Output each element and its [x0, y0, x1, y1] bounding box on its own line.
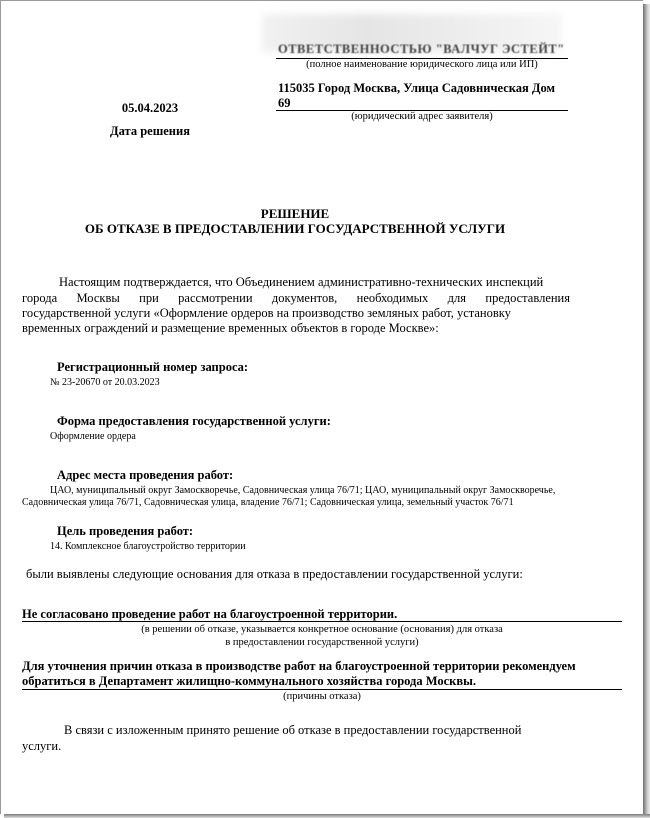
- intro-line-2: города Москвы при рассмотрении документов, необходимых для предоставления: [22, 291, 570, 305]
- service-form-label: Форма предоставления государственной услуги:: [57, 414, 331, 428]
- document-title: РЕШЕНИЕ: [260, 206, 330, 221]
- conclusion-line-1: В связи с изложенным принято решение об отказе в предоставлении государственной: [64, 723, 522, 737]
- refusal-reason-line-1: Для уточнения причин отказа в производстве работ на благоустроенной территории рекомендуем: [22, 659, 576, 673]
- conclusion-line-2: услуги.: [22, 739, 62, 753]
- refusal-ground-hint-2: в предоставлении государственной услуги): [225, 637, 419, 648]
- work-purpose-value: 14. Комплексное благоустройство территории: [50, 541, 246, 552]
- refusal-reason-hint: (причины отказа): [283, 691, 361, 702]
- decision-date-label: Дата решения: [110, 124, 190, 138]
- work-address-line-2: Садовническая улица 76/71, Садовническая улица, владение 76/71; Садовническая улица, земельный участок 76/71: [22, 497, 514, 508]
- work-address-label: Адрес места проведения работ:: [57, 468, 234, 482]
- applicant-address-line1: 115035 Город Москва, Улица Садовническая Дом: [278, 81, 556, 95]
- page-shadow-bottom: [4, 814, 650, 818]
- refusal-ground: Не согласовано проведение работ на благоустроенной территории.: [22, 607, 398, 621]
- intro-line-4: временных ограждений и размещение временных объектов в городе Москве»:: [22, 321, 439, 335]
- service-form-value: Оформление ордера: [50, 431, 136, 442]
- registration-label: Регистрационный номер запроса:: [57, 360, 249, 374]
- org-name-hint: (полное наименование юридического лица или ИП): [306, 59, 538, 70]
- refusal-ground-hint-1: (в решении об отказе, указывается конкретное основание (основания) для отказа: [141, 624, 503, 635]
- work-address-line-1: ЦАО, муниципальный округ Замоскворечье, Садовническая улица 76/71; ЦАО, муниципальный округ Замоскворечье,: [50, 485, 556, 496]
- applicant-org-name: ОТВЕТСТВЕННОСТЬЮ "ВАЛЧУГ ЭСТЕЙТ": [278, 42, 565, 56]
- page-shadow-right: [643, 4, 650, 818]
- address-hint: (юридический адрес заявителя): [351, 111, 493, 122]
- refusal-ground-underline: [22, 621, 622, 622]
- document-subtitle: ОБ ОТКАЗЕ В ПРЕДОСТАВЛЕНИИ ГОСУДАРСТВЕННОЙ УСЛУГИ: [84, 221, 506, 236]
- refusal-reason-line-2: обратиться в Департамент жилищно-коммунального хозяйства города Москвы.: [22, 674, 476, 688]
- intro-line-1: Настоящим подтверждается, что Объединением административно-технических инспекций: [59, 275, 544, 289]
- intro-line-3: государственной услуги «Оформление ордеров на производство земляных работ, установку: [22, 306, 511, 320]
- decision-date: 05.04.2023: [121, 101, 179, 115]
- applicant-address-line2: 69: [278, 96, 291, 110]
- registration-value: № 23-20670 от 20.03.2023: [50, 377, 160, 388]
- work-purpose-label: Цель проведения работ:: [57, 524, 194, 538]
- grounds-intro: были выявлены следующие основания для отказа в предоставлении государственной услуги:: [26, 567, 523, 581]
- refusal-reason-underline: [22, 689, 622, 690]
